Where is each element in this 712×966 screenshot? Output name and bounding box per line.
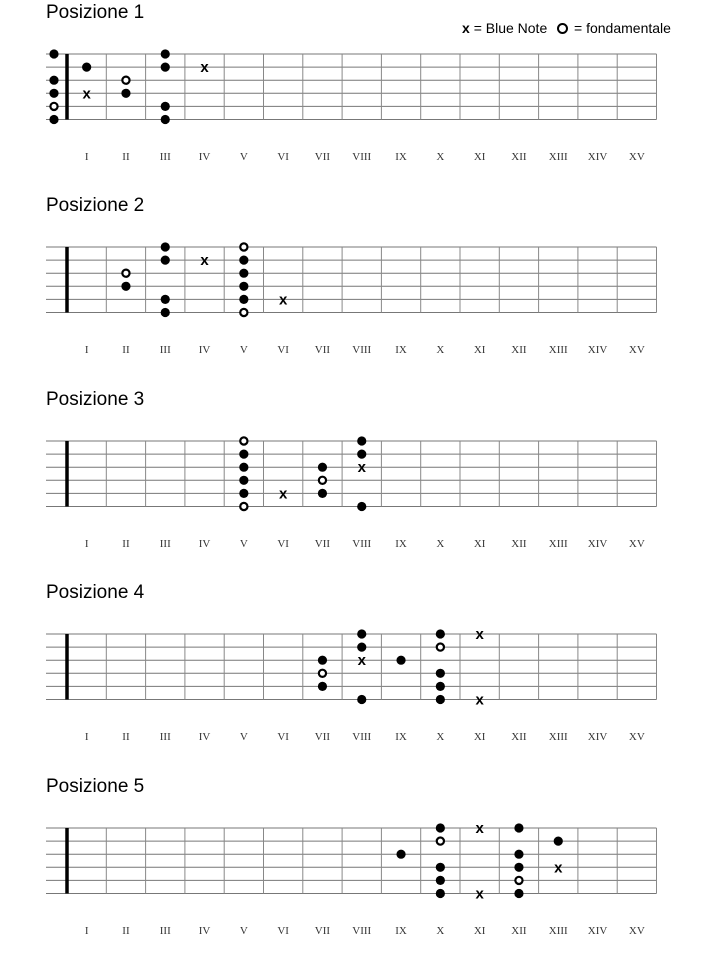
root-note-circle [437, 644, 444, 651]
fret-number-label: IX [395, 151, 407, 163]
fret-number-label: I [84, 151, 89, 163]
fret-number-label: IX [395, 731, 407, 743]
scale-note-dot [49, 115, 58, 124]
fret-number-label: VI [277, 925, 289, 937]
fret-number-label: VIII [352, 925, 372, 937]
fret-number-label: XI [473, 344, 486, 356]
fret-number-label: IV [198, 538, 211, 550]
fret-number-label: X [436, 731, 445, 743]
scale-note-dot [436, 876, 445, 885]
fret-number-label: XV [628, 344, 645, 356]
fret-number-label: III [159, 151, 171, 163]
fret-number-label: II [122, 344, 130, 356]
fret-number-label: V [239, 538, 248, 550]
blue-note-mark: x [357, 459, 366, 477]
fret-number-label: XIII [548, 925, 568, 937]
blue-note-mark: x [357, 652, 366, 670]
scale-note-dot [318, 682, 327, 691]
root-note-circle [319, 477, 326, 484]
scale-note-dot [436, 863, 445, 872]
scale-note-dot [357, 695, 366, 704]
fret-number-label: I [84, 731, 89, 743]
position-1-section [0, 2, 712, 192]
fretboard-diagram [0, 2, 712, 192]
fret-number-label: III [159, 731, 171, 743]
scale-note-dot [161, 256, 170, 265]
fret-number-label: I [84, 344, 89, 356]
root-note-circle [122, 77, 129, 84]
root-note-circle [240, 243, 247, 250]
scale-note-dot [49, 89, 58, 98]
blue-note-mark: x [200, 59, 209, 77]
position-5-section [0, 776, 712, 966]
scale-note-dot [357, 436, 366, 445]
scale-note-dot [436, 682, 445, 691]
scale-note-dot [318, 489, 327, 498]
blue-note-mark: x [82, 85, 91, 103]
fret-number-label: V [239, 151, 248, 163]
fret-number-label: X [436, 151, 445, 163]
blue-note-mark: x [554, 859, 563, 877]
fret-number-label: XII [511, 925, 527, 937]
scale-note-dot [239, 295, 248, 304]
fret-number-label: IV [198, 731, 211, 743]
scale-note-dot [436, 889, 445, 898]
root-note-circle [437, 838, 444, 845]
fret-number-label: II [122, 151, 130, 163]
scale-note-dot [121, 282, 130, 291]
fret-number-label: VIII [352, 344, 372, 356]
scale-note-dot [318, 463, 327, 472]
scale-note-dot [396, 850, 405, 859]
fret-number-label: XIII [548, 731, 568, 743]
position-title: Posizione 2 [46, 195, 145, 216]
scale-note-dot [554, 837, 563, 846]
fret-number-label: XIV [587, 538, 608, 550]
scale-note-dot [318, 656, 327, 665]
scale-note-dot [436, 669, 445, 678]
fret-number-label: XI [473, 925, 486, 937]
scale-note-dot [514, 889, 523, 898]
scale-note-dot [49, 76, 58, 85]
fret-number-label: XV [628, 925, 645, 937]
fret-number-label: VI [277, 151, 289, 163]
blue-note-mark: x [278, 291, 288, 309]
fret-number-label: X [436, 344, 445, 356]
scale-note-dot [436, 695, 445, 704]
root-note-circle [50, 103, 57, 110]
fret-number-label: IV [198, 151, 211, 163]
position-title: Posizione 3 [46, 389, 145, 410]
scale-note-dot [514, 863, 523, 872]
blue-note-mark: x [475, 885, 484, 903]
scale-note-dot [239, 282, 248, 291]
scale-note-dot [514, 850, 523, 859]
position-2-section [0, 195, 712, 385]
fret-number-label: V [239, 344, 248, 356]
scale-note-dot [239, 489, 248, 498]
fret-number-label: IV [198, 344, 211, 356]
fret-number-label: IX [395, 538, 407, 550]
blue-note-mark: x [475, 691, 484, 709]
fret-number-label: VI [277, 731, 289, 743]
scale-note-dot [161, 115, 170, 124]
fret-number-label: XI [473, 731, 486, 743]
blue-note-mark: x [475, 626, 484, 643]
fret-number-label: II [122, 731, 130, 743]
scale-note-dot [239, 476, 248, 485]
blue-note-symbol: x [462, 20, 470, 36]
scale-note-dot [239, 269, 248, 278]
scale-note-dot [49, 49, 58, 58]
position-3-section [0, 389, 712, 579]
fret-number-label: VIII [352, 538, 372, 550]
scale-note-dot [239, 463, 248, 472]
fret-number-label: VII [314, 731, 331, 743]
fret-number-label: III [159, 925, 171, 937]
scale-note-dot [514, 823, 523, 832]
fret-number-label: VII [314, 151, 331, 163]
scale-note-dot [357, 502, 366, 511]
root-note-circle [240, 503, 247, 510]
blue-note-legend-label: = Blue Note [473, 20, 548, 36]
fret-number-label: VIII [352, 731, 372, 743]
fret-number-label: III [159, 344, 171, 356]
fret-number-label: XI [473, 538, 486, 550]
fret-number-label: V [239, 925, 248, 937]
scale-note-dot [161, 242, 170, 251]
scale-note-dot [121, 89, 130, 98]
fret-number-label: I [84, 538, 89, 550]
fret-number-label: XII [511, 731, 527, 743]
fret-number-label: XIV [587, 344, 608, 356]
scale-note-dot [161, 308, 170, 317]
fret-number-label: VII [314, 538, 331, 550]
fret-number-label: XIII [548, 538, 568, 550]
scale-note-dot [161, 63, 170, 72]
root-note-circle [240, 437, 247, 444]
fret-number-label: X [436, 925, 445, 937]
fret-number-label: XII [511, 344, 527, 356]
fret-number-label: XIII [548, 344, 568, 356]
position-title: Posizione 5 [46, 776, 145, 797]
fret-number-label: XIV [587, 925, 608, 937]
fret-number-label: XV [628, 151, 645, 163]
fretboard-diagram [0, 389, 712, 579]
fret-number-label: I [84, 925, 89, 937]
fret-number-label: V [239, 731, 248, 743]
root-note-circle [319, 670, 326, 677]
fret-number-label: X [436, 538, 445, 550]
scale-note-dot [357, 629, 366, 638]
fretboard-diagram [0, 582, 712, 772]
fret-number-label: XV [628, 538, 645, 550]
root-legend-label: = fondamentale [574, 20, 671, 36]
fret-number-label: VI [277, 344, 289, 356]
position-title: Posizione 4 [46, 582, 145, 603]
scale-note-dot [436, 629, 445, 638]
fret-number-label: IX [395, 925, 407, 937]
scale-note-dot [82, 63, 91, 72]
fret-number-label: XII [511, 538, 527, 550]
position-4-section [0, 582, 712, 772]
scale-note-dot [161, 295, 170, 304]
scale-note-dot [396, 656, 405, 665]
scale-note-dot [161, 102, 170, 111]
fret-number-label: XI [473, 151, 486, 163]
fretboard-diagram [0, 776, 712, 966]
root-note-circle [240, 309, 247, 316]
position-title: Posizione 1 [46, 2, 145, 23]
scale-note-dot [357, 643, 366, 652]
blue-note-mark: x [475, 820, 484, 837]
fret-number-label: IV [198, 925, 211, 937]
fret-number-label: II [122, 538, 130, 550]
fret-number-label: VI [277, 538, 289, 550]
fret-number-label: XIV [587, 151, 608, 163]
fret-number-label: VII [314, 344, 331, 356]
scale-note-dot [436, 823, 445, 832]
scale-note-dot [161, 49, 170, 58]
scale-note-dot [239, 256, 248, 265]
root-note-circle [122, 270, 129, 277]
fret-number-label: XV [628, 731, 645, 743]
fretboard-diagram [0, 195, 712, 385]
fret-number-label: II [122, 925, 130, 937]
fret-number-label: IX [395, 344, 407, 356]
blue-note-mark: x [278, 485, 288, 503]
fret-number-label: III [159, 538, 171, 550]
scale-note-dot [357, 450, 366, 459]
fret-number-label: XIV [587, 731, 608, 743]
fret-number-label: XII [511, 151, 527, 163]
blue-note-mark: x [200, 252, 209, 270]
scale-note-dot [239, 450, 248, 459]
fret-number-label: VII [314, 925, 331, 937]
fret-number-label: VIII [352, 151, 372, 163]
root-note-circle [515, 877, 522, 884]
fret-number-label: XIII [548, 151, 568, 163]
